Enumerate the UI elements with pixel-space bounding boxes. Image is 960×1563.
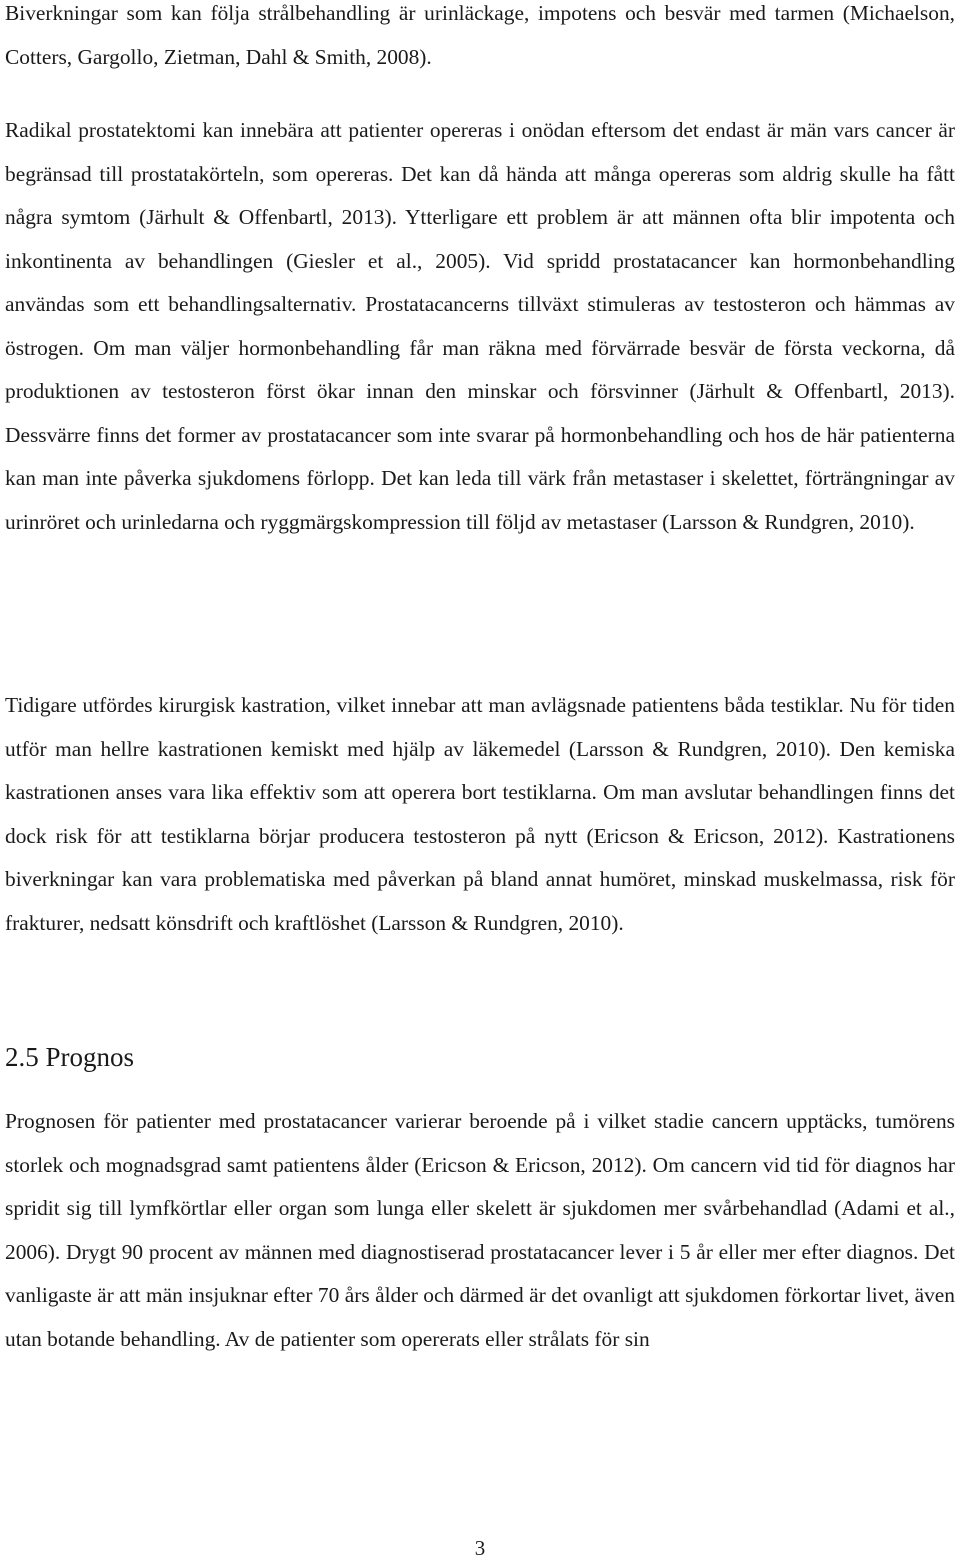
paragraph-prognosis: Prognosen för patienter med prostatacancer varierar beroende på i vilket stadie cancern upptäcks, tumörens storlek och mognadsgrad samt patientens ålder (Ericson & Ericson, 2012). Om cancern vid tid för diagnos har spridit sig till lymfkörtlar eller organ som lunga eller skelett är sjukdomen mer svårbehandlad (Adami et al., 2006). Drygt 90 procent av männen med diagnostiserad prostatacancer lever i 5 år eller mer efter diagnos. Det vanligaste är att män insjuknar efter 70 års ålder och därmed är det ovanligt att sjukdomen förkortar livet, även utan botande behandling. Av de patienter som opererats eller strålats för sin (5, 1109, 955, 1351)
paragraph-radiation-side-effects: Biverkningar som kan följa strålbehandling är urinläckage, impotens och besvär med tarmen (Michaelson, Cotters, Gargollo, Zietman, Dahl & Smith, 2008). (5, 1, 955, 69)
section-heading-prognos: 2.5 Prognos (5, 1042, 135, 1072)
paragraph-castration: Tidigare utfördes kirurgisk kastration, vilket innebar att man avlägsnade patientens båda testiklar. Nu för tiden utför man hellre kastrationen kemiskt med hjälp av läkemedel (Larsson & Rundgren, 2010). Den kemiska kastrationen anses vara lika effektiv som att operera bort testiklarna. Om man avslutar behandlingen finns det dock risk för att testiklarna börjar producera testosteron på nytt (Ericson & Ericson, 2012). Kastrationens biverkningar kan vara problematiska med påverkan på bland annat humöret, minskad muskelmassa, risk för frakturer, nedsatt könsdrift och kraftlöshet (Larsson & Rundgren, 2010). (5, 693, 955, 935)
paragraph-treatment-risks: Radikal prostatektomi kan innebära att patienter opereras i onödan eftersom det endast är män vars cancer är begränsad till prostatakörteln, som opereras. Det kan då hända att många opereras som aldrig skulle ha fått några symtom (Järhult & Offenbartl, 2013). Ytterligare ett problem är att männen ofta blir impotenta och inkontinenta av behandlingen (Giesler et al., 2005). Vid spridd prostatacancer kan hormonbehandling användas som ett behandlingsalternativ. Prostatacancerns tillväxt stimuleras av testosteron och hämmas av östrogen. Om man väljer hormonbehandling får man räkna med förvärrade besvär de första veckorna, då produktionen av testosteron först ökar innan den minskar och försvinner (Järhult & Offenbartl, 2013). Dessvärre finns det former av prostatacancer som inte svarar på hormonbehandling och hos de här patienterna kan man inte påverka sjukdomens förlopp. Det kan leda till värk från metastaser i skelettet, förträngningar av urinröret och urinledarna och ryggmärgskompression till följd av metastaser (Larsson & Rundgren, 2010). (5, 118, 955, 534)
page-number: 3 (474, 1536, 486, 1560)
